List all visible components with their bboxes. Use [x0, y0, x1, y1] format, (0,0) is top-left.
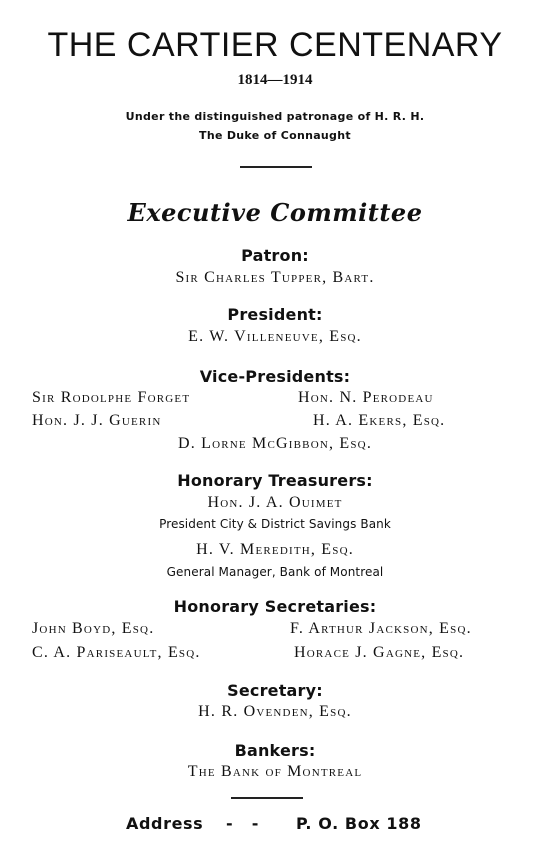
patronage-line-1: Under the distinguished patronage of H. R. H. [125, 110, 425, 123]
page-title: THE CARTIER CENTENARY [47, 26, 503, 64]
vice-president-name: Hon. N. Perodeau [298, 389, 434, 406]
patron-name: Sir Charles Tupper, Bart. [175, 269, 375, 286]
secretary-heading: Secretary: [227, 681, 323, 700]
years-line: 1814—1914 [237, 72, 313, 88]
vice-president-name: Sir Rodolphe Forget [32, 389, 191, 406]
president-name: E. W. Villeneuve, Esq. [188, 328, 362, 345]
secretary-name: Horace J. Gagne, Esq. [294, 644, 465, 661]
address-value: P. O. Box 188 [296, 814, 422, 833]
divider-bottom [231, 797, 303, 799]
patronage-line-2: The Duke of Connaught [199, 129, 351, 142]
bankers-name: The Bank of Montreal [187, 763, 363, 780]
patron-heading: Patron: [241, 246, 309, 265]
address-label: Address [126, 814, 204, 833]
address-dashes: - - [226, 814, 259, 833]
vice-president-name: H. A. Ekers, Esq. [313, 412, 446, 429]
vice-presidents-heading: Vice-Presidents: [199, 367, 351, 386]
divider-top [240, 166, 312, 168]
treasurer-name: Hon. J. A. Ouimet [207, 494, 343, 511]
vice-president-name: D. Lorne McGibbon, Esq. [177, 435, 373, 452]
treasurer-title: General Manager, Bank of Montreal [166, 565, 384, 579]
bankers-heading: Bankers: [234, 741, 316, 760]
vice-president-name: Hon. J. J. Guerin [32, 412, 162, 429]
secretary-name: John Boyd, Esq. [32, 620, 155, 637]
secretary-name: F. Arthur Jackson, Esq. [290, 620, 472, 637]
secretary-officer-name: H. R. Ovenden, Esq. [198, 703, 352, 720]
president-heading: President: [227, 305, 323, 324]
secretary-name: C. A. Pariseault, Esq. [32, 644, 201, 661]
treasurers-heading: Honorary Treasurers: [177, 471, 373, 490]
secretaries-heading: Honorary Secretaries: [173, 597, 377, 616]
treasurer-name: H. V. Meredith, Esq. [196, 541, 354, 558]
treasurer-title: President City & District Savings Bank [159, 517, 391, 531]
committee-heading: Executive Committee [127, 198, 423, 227]
